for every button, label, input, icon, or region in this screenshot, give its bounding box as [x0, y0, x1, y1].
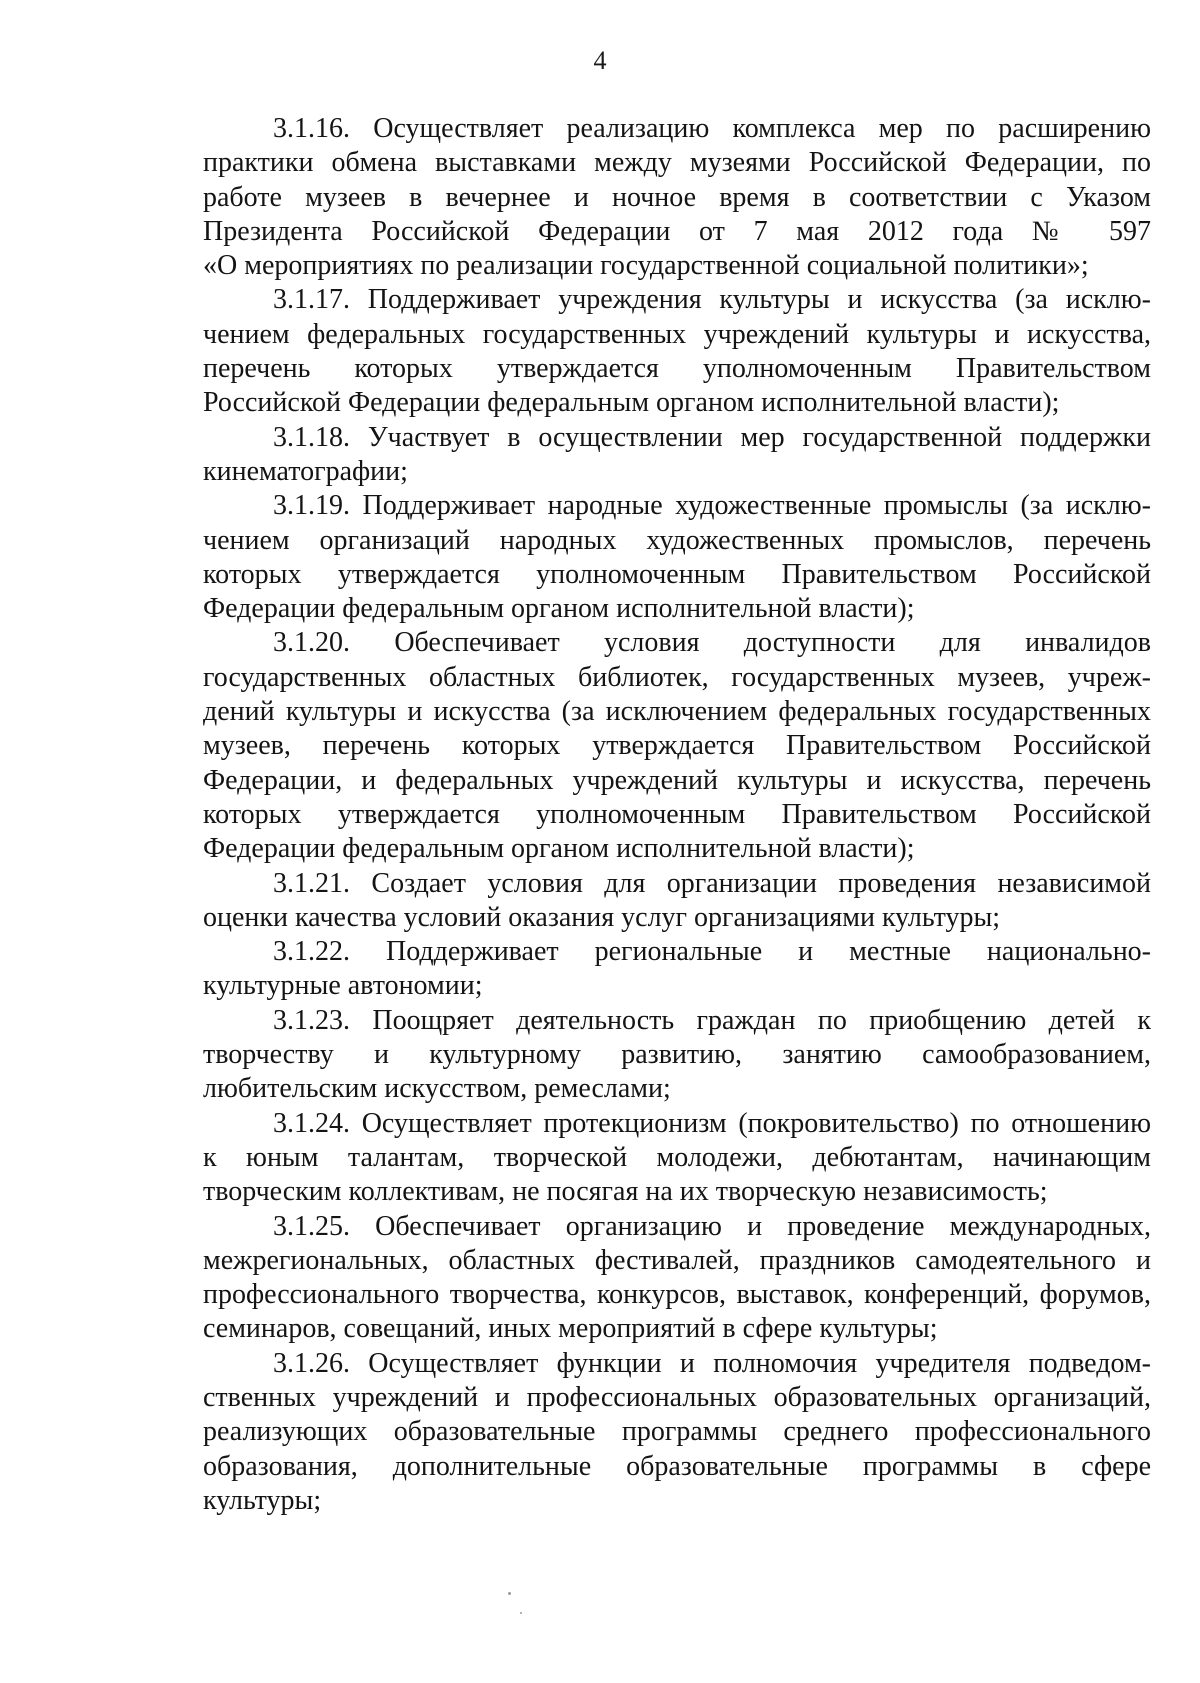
paragraph-3-1-21: [203, 867, 1151, 936]
text-line: 3.1.20. Обеспечивает условия доступности для инвалидов: [273, 627, 1151, 659]
text-line: практики обмена выставками между музеями Российской Федерации, по: [203, 147, 1151, 179]
paragraph-3-1-19: [203, 489, 1151, 626]
text-line: Федерации, и федеральных учреждений культуры и искусства, перечень: [203, 764, 1151, 796]
paragraph-3-1-25: [203, 1210, 1151, 1347]
text-line: образования, дополнительные образовательные программы в сфере: [203, 1450, 1151, 1482]
text-line: Российской Федерации федеральным органом исполнительной власти);: [203, 387, 1060, 419]
text-line: Президента Российской Федерации от 7 мая 2012 года № 597: [203, 215, 1151, 247]
text-line: культуры;: [203, 1484, 322, 1516]
text-line: перечень которых утверждается уполномоченным Правительством: [203, 353, 1151, 385]
text-line: дений культуры и искусства (за исключением федеральных государственных: [203, 696, 1151, 728]
text-line: ственных учреждений и профессиональных образовательных организаций,: [203, 1381, 1151, 1413]
paragraph-3-1-22: [203, 935, 1151, 1004]
text-line: кинематографии;: [203, 455, 408, 487]
text-line: 3.1.26. Осуществляет функции и полномочия учредителя подведом-: [273, 1347, 1151, 1379]
text-line: 3.1.17. Поддерживает учреждения культуры и искусства (за исклю-: [273, 284, 1151, 316]
text-line: 3.1.24. Осуществляет протекционизм (покровительство) по отношению: [273, 1107, 1151, 1139]
text-line: межрегиональных, областных фестивалей, праздников самодеятельного и: [203, 1244, 1151, 1276]
paragraph-3-1-24: [203, 1107, 1151, 1210]
text-line: 3.1.23. Поощряет деятельность граждан по приобщению детей к: [273, 1004, 1151, 1036]
text-line: профессионального творчества, конкурсов, выставок, конференций, форумов,: [203, 1279, 1151, 1311]
text-line: «О мероприятиях по реализации государственной социальной политики»;: [203, 250, 1089, 282]
text-line: чением организаций народных художественных промыслов, перечень: [203, 524, 1151, 556]
paragraph-3-1-17: [203, 283, 1151, 420]
text-line: семинаров, совещаний, иных мероприятий в сфере культуры;: [203, 1313, 938, 1345]
text-line: 3.1.19. Поддерживает народные художественные промыслы (за исклю-: [273, 490, 1151, 522]
text-line: которых утверждается уполномоченным Правительством Российской: [203, 558, 1151, 590]
document-body: [203, 112, 1151, 1518]
text-line: к юным талантам, творческой молодежи, дебютантам, начинающим: [203, 1141, 1151, 1173]
text-line: Федерации федеральным органом исполнительной власти);: [203, 593, 915, 625]
text-line: музеев, перечень которых утверждается Правительством Российской: [203, 730, 1151, 762]
text-line: реализующих образовательные программы среднего профессионального: [203, 1416, 1151, 1448]
text-line: оценки качества условий оказания услуг организациями культуры;: [203, 901, 1001, 933]
page-number: 4: [593, 46, 607, 75]
text-line: творческим коллективам, не посягая на их творческую независимость;: [203, 1176, 1048, 1208]
text-line: работе музеев в вечернее и ночное время в соответствии с Указом: [203, 181, 1151, 213]
scan-speck: [508, 1592, 511, 1595]
text-line: любительским искусством, ремеслами;: [203, 1073, 671, 1105]
paragraph-3-1-23: [203, 1004, 1151, 1107]
text-line: чением федеральных государственных учреждений культуры и искусства,: [203, 318, 1151, 350]
paragraph-3-1-18: [203, 421, 1151, 490]
scan-speck: [520, 1612, 522, 1614]
text-line: Федерации федеральным органом исполнительной власти);: [203, 833, 915, 865]
paragraph-3-1-16: [203, 112, 1151, 283]
text-line: 3.1.16. Осуществляет реализацию комплекса мер по расширению: [273, 113, 1151, 144]
text-line: государственных областных библиотек, государственных музеев, учреж-: [203, 661, 1151, 693]
text-line: 3.1.18. Участвует в осуществлении мер государственной поддержки: [273, 421, 1151, 453]
text-line: 3.1.22. Поддерживает региональные и местные национально-: [273, 936, 1151, 968]
paragraph-3-1-20: [203, 626, 1151, 866]
text-line: 3.1.21. Создает условия для организации проведения независимой: [273, 867, 1151, 899]
text-line: культурные автономии;: [203, 970, 483, 1002]
text-line: 3.1.25. Обеспечивает организацию и проведение международных,: [273, 1210, 1151, 1242]
text-line: творчеству и культурному развитию, занятию самообразованием,: [203, 1039, 1151, 1071]
paragraph-3-1-26: [203, 1347, 1151, 1518]
text-line: которых утверждается уполномоченным Правительством Российской: [203, 798, 1151, 830]
